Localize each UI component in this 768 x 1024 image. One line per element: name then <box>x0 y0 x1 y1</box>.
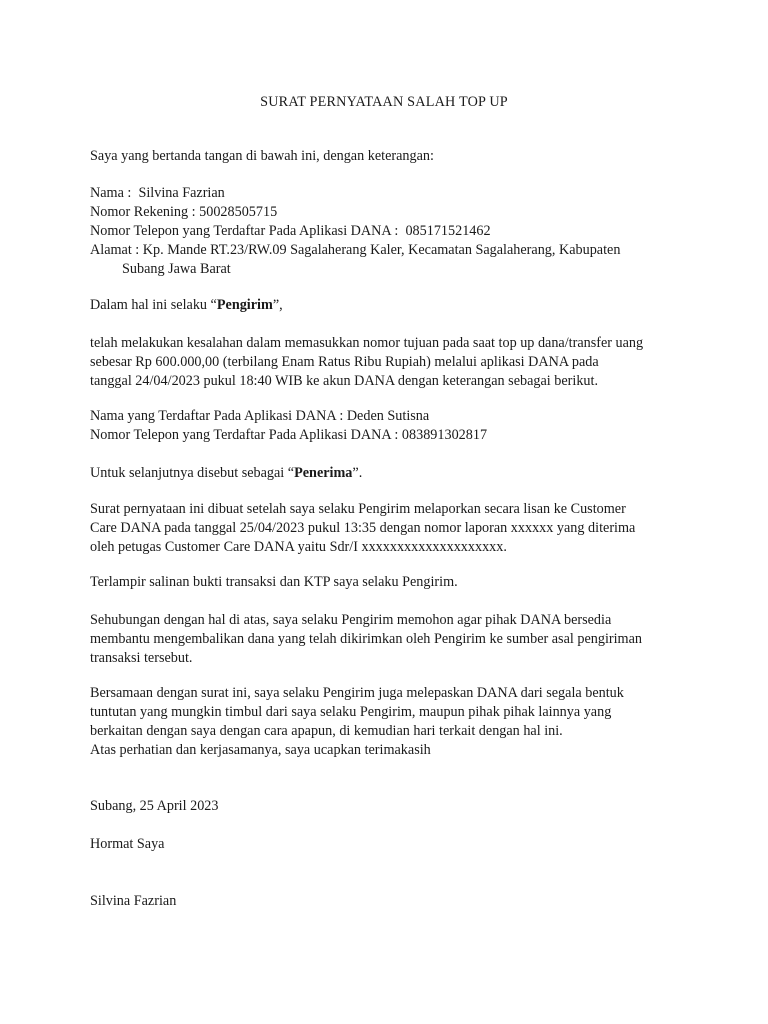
attachment-line: Terlampir salinan bukti transaksi dan KTP saya selaku Pengirim. <box>90 574 458 590</box>
sender-address-continuation: Subang Jawa Barat <box>122 261 231 277</box>
recipient-clause-prefix: Untuk selanjutnya disebut sebagai “ <box>90 465 295 481</box>
transfer-line: tanggal 24/04/2023 pukul 18:40 WIB ke akun DANA dengan keterangan sebagai berikut. <box>90 373 599 389</box>
sender-name-line: Nama : Silvina Fazrian <box>90 185 225 201</box>
signature-name <box>90 892 690 911</box>
intro-text <box>90 147 690 166</box>
sender-identity-block <box>90 184 690 279</box>
letter-title: SURAT PERNYATAAN SALAH TOP UP <box>260 94 508 110</box>
release-line: berkaitan dengan saya dengan cara apapun, di kemudian hari terkait dengan hal ini. <box>90 723 563 739</box>
sender-clause <box>90 296 690 315</box>
release-paragraph <box>90 684 690 760</box>
transfer-line: sebesar Rp 600.000,00 (terbilang Enam Ratus Ribu Rupiah) melalui aplikasi DANA pada <box>90 354 599 370</box>
report-paragraph <box>90 500 690 557</box>
signature-name-line: Silvina Fazrian <box>90 893 177 909</box>
report-line: Surat pernyataan ini dibuat setelah saya selaku Pengirim melaporkan secara lisan ke Customer <box>90 501 626 517</box>
transfer-paragraph <box>90 334 690 391</box>
request-paragraph <box>90 611 690 668</box>
recipient-clause-term: Penerima <box>294 465 353 481</box>
release-line: Atas perhatian dan kerjasamanya, saya ucapkan terimakasih <box>90 742 431 758</box>
recipient-clause <box>90 464 690 483</box>
intro-line: Saya yang bertanda tangan di bawah ini, dengan keterangan: <box>90 148 434 164</box>
report-line: oleh petugas Customer Care DANA yaitu Sdr/I xxxxxxxxxxxxxxxxxxxx. <box>90 539 507 555</box>
sender-clause-suffix: ”, <box>272 297 283 313</box>
release-line: tuntutan yang mungkin timbul dari saya selaku Pengirim, maupun pihak pihak lainnya yang <box>90 704 612 720</box>
report-line: Care DANA pada tanggal 25/04/2023 pukul 13:35 dengan nomor laporan xxxxxx yang diterima <box>90 520 636 536</box>
place-date <box>90 797 690 816</box>
recipient-name-line: Nama yang Terdaftar Pada Aplikasi DANA : Deden Sutisna <box>90 408 430 424</box>
place-date-line: Subang, 25 April 2023 <box>90 798 219 814</box>
recipient-identity-block <box>90 407 690 445</box>
salutation <box>90 835 690 854</box>
attachment-paragraph <box>90 573 690 592</box>
request-line: transaksi tersebut. <box>90 650 193 666</box>
salutation-line: Hormat Saya <box>90 836 165 852</box>
release-line: Bersamaan dengan surat ini, saya selaku Pengirim juga melepaskan DANA dari segala bentuk <box>90 685 624 701</box>
sender-address-line: Alamat : Kp. Mande RT.23/RW.09 Sagalaherang Kaler, Kecamatan Sagalaherang, Kabupaten <box>90 242 621 258</box>
sender-clause-prefix: Dalam hal ini selaku “ <box>90 297 217 313</box>
recipient-clause-suffix: ”. <box>352 465 363 481</box>
transfer-line: telah melakukan kesalahan dalam memasukkan nomor tujuan pada saat top up dana/transfer uang <box>90 335 644 351</box>
sender-clause-term: Pengirim <box>216 297 273 313</box>
sender-account-line: Nomor Rekening : 50028505715 <box>90 204 278 220</box>
request-line: Sehubungan dengan hal di atas, saya selaku Pengirim memohon agar pihak DANA bersedia <box>90 612 612 628</box>
sender-phone-line: Nomor Telepon yang Terdaftar Pada Aplikasi DANA : 085171521462 <box>90 223 491 239</box>
request-line: membantu mengembalikan dana yang telah dikirimkan oleh Pengirim ke sumber asal pengiriman <box>90 631 642 647</box>
recipient-phone-line: Nomor Telepon yang Terdaftar Pada Aplikasi DANA : 083891302817 <box>90 427 488 443</box>
